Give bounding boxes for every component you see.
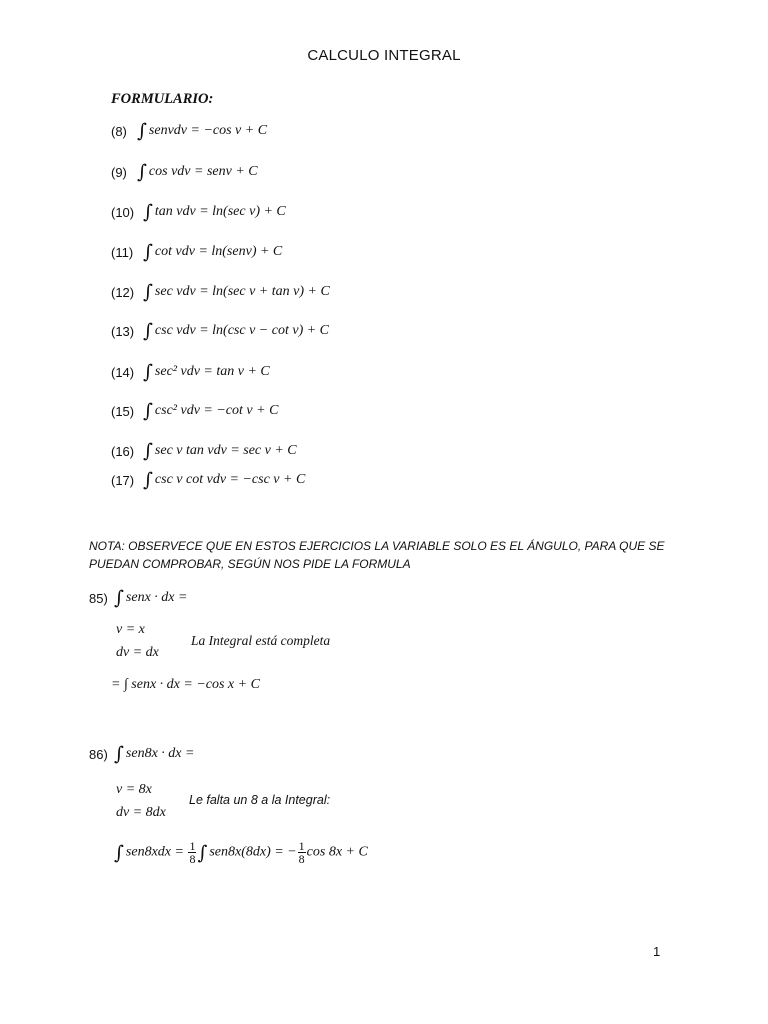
formula-expression: cot vdv = ln(senv) + C xyxy=(154,244,283,259)
formulario-heading: FORMULARIO: xyxy=(111,91,214,107)
exercise-integral: sen8x · dx = xyxy=(125,746,195,761)
formula-row xyxy=(111,361,270,383)
formula-row xyxy=(111,440,297,462)
formula-expression: csc vdv = ln(csc v − cot v) + C xyxy=(154,323,330,338)
integral-sign-icon: ∫ xyxy=(143,400,153,422)
formula-number: (14) xyxy=(111,365,135,380)
note-paragraph: NOTA: OBSERVECE QUE EN ESTOS EJERCICIOS LA VARIABLE SOLO ES EL ÁNGULO, PARA QUE SE PUEDAN COMPROBAR, SEGÚN NOS PIDE LA FORMULA xyxy=(89,539,665,571)
result-lhs: sen8xdx = xyxy=(125,844,184,860)
exercise-result: = ∫ senx · dx = −cos x + C xyxy=(111,677,260,692)
formula-expression: tan vdv = ln(sec v) + C xyxy=(154,204,286,219)
integral-sign-icon: ∫ xyxy=(143,320,153,342)
result-mid: sen8x(8dx) = − xyxy=(209,844,297,860)
formula-number: (15) xyxy=(111,404,135,419)
exercise-integral: senx · dx = xyxy=(125,590,188,605)
fraction: $\frac{1}{8}$ xyxy=(298,839,305,866)
formula-number: (11) xyxy=(111,245,134,260)
formula-row xyxy=(111,161,258,183)
formula-expression: cos vdv = senv + C xyxy=(148,164,258,179)
formula-expression: sec v tan vdv = sec v + C xyxy=(154,443,297,458)
exercise-label: 85) xyxy=(89,591,108,606)
substitution-v: v = 8x xyxy=(116,782,152,797)
formula-number: (13) xyxy=(111,324,135,339)
page-number: 1 xyxy=(653,944,661,959)
formula-row xyxy=(111,120,268,142)
integral-sign-icon: ∫ xyxy=(114,587,124,609)
formula-number: (10) xyxy=(111,205,135,220)
formula-row xyxy=(111,400,279,422)
integral-sign-icon: ∫ xyxy=(143,361,153,383)
substitution-dv: dv = dx xyxy=(116,645,159,660)
integral-sign-icon: ∫ xyxy=(143,241,153,263)
integral-sign-icon: ∫ xyxy=(143,201,153,223)
substitution-v: v = x xyxy=(116,622,145,637)
formula-number: (17) xyxy=(111,473,135,488)
exercise-note: La Integral está completa xyxy=(191,633,331,648)
formula-expression: senvdv = −cos v + C xyxy=(148,123,268,138)
integral-sign-icon: ∫ xyxy=(143,281,153,303)
formula-expression: sec² vdv = tan v + C xyxy=(154,364,270,379)
result-tail: cos 8x + C xyxy=(306,844,368,860)
exercise-86 xyxy=(89,743,195,765)
formula-expression: csc v cot vdv = −csc v + C xyxy=(154,472,306,487)
exercise-note: Le falta un 8 a la Integral: xyxy=(189,793,331,807)
exercise-label: 86) xyxy=(89,747,108,762)
formula-number: (16) xyxy=(111,444,135,459)
formula-expression: csc² vdv = −cot v + C xyxy=(154,403,279,418)
fraction: $\frac{1}{8}$ xyxy=(189,839,196,866)
integral-sign-icon: ∫ xyxy=(143,440,153,462)
integral-sign-icon: ∫ xyxy=(137,161,147,183)
formula-number: (12) xyxy=(111,285,135,300)
substitution-dv: dv = 8dx xyxy=(116,805,166,820)
integral-sign-icon: ∫ xyxy=(137,120,147,142)
formula-row xyxy=(111,469,306,491)
formula-number: (8) xyxy=(111,124,127,139)
integral-sign-icon: ∫ xyxy=(197,841,208,864)
integral-sign-icon: ∫ xyxy=(114,841,124,864)
formula-row xyxy=(111,281,330,303)
exercise-result xyxy=(114,840,368,865)
formula-row xyxy=(111,201,286,223)
page-title: CALCULO INTEGRAL xyxy=(307,47,461,64)
integral-sign-icon: ∫ xyxy=(114,743,124,765)
exercise-85 xyxy=(89,587,188,609)
formula-row xyxy=(111,241,283,263)
formula-number: (9) xyxy=(111,165,127,180)
formula-row xyxy=(111,320,330,342)
integral-sign-icon: ∫ xyxy=(143,469,153,491)
formula-expression: sec vdv = ln(sec v + tan v) + C xyxy=(154,284,330,299)
